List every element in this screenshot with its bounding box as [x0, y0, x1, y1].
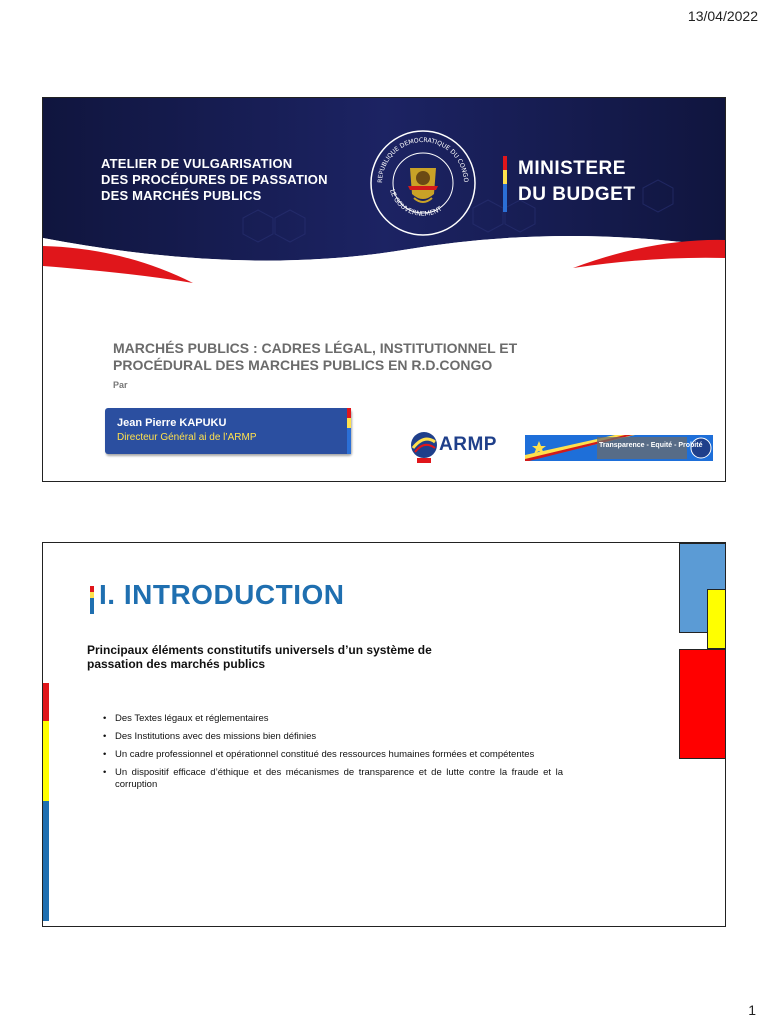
list-item: • Des Institutions avec des missions bien définies: [103, 731, 563, 743]
left-flag-stripe: [43, 683, 49, 921]
list-item: • Un dispositif efficace d’éthique et des mécanismes de transparence et de lutte contre la fraude et la corruption: [103, 767, 563, 791]
title-slide: [42, 97, 726, 482]
page-date: 13/04/2022: [687, 8, 758, 24]
subtitle-line: passation des marchés publics: [87, 657, 266, 671]
ministry-name-line: DU BUDGET: [518, 184, 636, 205]
armp-logo-text: ARMP: [439, 434, 497, 455]
speaker-name: Jean Pierre KAPUKU: [117, 417, 227, 429]
workshop-title-line: ATELIER DE VULGARISATION: [101, 156, 293, 171]
speaker-box: [105, 408, 351, 454]
decor-red-block: [679, 649, 726, 759]
list-item: • Un cadre professionnel et opérationnel constitué des ressources humaines formées et compétentes: [103, 749, 563, 761]
workshop-title-line: DES MARCHÉS PUBLICS: [101, 188, 262, 203]
subtitle-line: Principaux éléments constitutifs universels d’un système de: [87, 643, 432, 657]
seal-top-text: REPUBLIQUE DEMOCRATIQUE DU CONGO: [376, 136, 470, 184]
bullet-list: [103, 713, 563, 797]
workshop-title-line: DES PROCÉDURES DE PASSATION: [101, 172, 328, 187]
presentation-title-line: MARCHÉS PUBLICS : CADRES LÉGAL, INSTITUTIONNEL ET: [113, 340, 518, 356]
presentation-title-line: PROCÉDURAL DES MARCHES PUBLICS EN R.D.CONGO: [113, 357, 493, 373]
seal-bottom-text: LE GOUVERNEMENT: [388, 188, 444, 218]
ministry-name-line: MINISTERE: [518, 158, 626, 179]
section-subtitle: [87, 643, 507, 671]
decor-yellow-block: [707, 589, 726, 649]
ministry-name: [518, 156, 635, 208]
list-item: • Des Textes légaux et réglementaires: [103, 713, 563, 725]
introduction-slide: [42, 542, 726, 927]
section-title: I. INTRODUCTION: [99, 579, 345, 610]
speaker-flag-bar: [347, 408, 351, 454]
speaker-role: Directeur Général ai de l’ARMP: [117, 432, 257, 443]
workshop-title: [101, 156, 361, 204]
title-flag-bar: [90, 586, 94, 614]
ministry-flag-bar: [503, 156, 507, 212]
flag-banner-motto: Transparence - Equité - Probité: [599, 442, 703, 449]
by-label: Par: [113, 380, 128, 390]
drc-government-seal: [368, 128, 478, 238]
page-number: 1: [748, 1002, 756, 1018]
presentation-title: [113, 340, 583, 374]
armp-logo-icon: [409, 430, 439, 464]
